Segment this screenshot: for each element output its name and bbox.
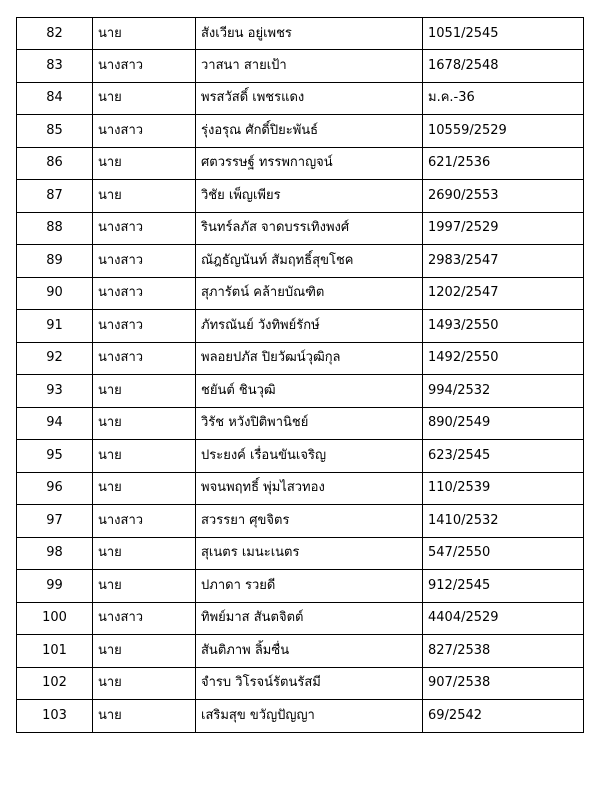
record-code: 10559/2529 xyxy=(423,115,584,148)
record-code: 621/2536 xyxy=(423,147,584,180)
name-prefix: นาย xyxy=(93,407,196,440)
full-name: วิชัย เพ็ญเพียร xyxy=(196,180,423,213)
name-prefix: นาย xyxy=(93,667,196,700)
row-number: 84 xyxy=(17,82,93,115)
name-prefix: นางสาว xyxy=(93,50,196,83)
table-row xyxy=(17,147,584,180)
table-row xyxy=(17,212,584,245)
record-code: 547/2550 xyxy=(423,537,584,570)
row-number: 91 xyxy=(17,310,93,343)
row-number: 88 xyxy=(17,212,93,245)
name-prefix: นางสาว xyxy=(93,115,196,148)
full-name: สวรรยา ศุขจิตร xyxy=(196,505,423,538)
record-code: 623/2545 xyxy=(423,440,584,473)
table-row xyxy=(17,50,584,83)
table-row xyxy=(17,18,584,50)
table-row xyxy=(17,570,584,603)
table-row xyxy=(17,602,584,635)
full-name: สุเนตร เมนะเนตร xyxy=(196,537,423,570)
record-code: 1678/2548 xyxy=(423,50,584,83)
record-code: 4404/2529 xyxy=(423,602,584,635)
name-prefix: นาย xyxy=(93,82,196,115)
record-code: 912/2545 xyxy=(423,570,584,603)
row-number: 90 xyxy=(17,277,93,310)
full-name: วิรัช หวังปิติพานิชย์ xyxy=(196,407,423,440)
full-name: ภัทรณันย์ วังทิพย์รักษ์ xyxy=(196,310,423,343)
row-number: 92 xyxy=(17,342,93,375)
table-row xyxy=(17,375,584,408)
full-name: ประยงค์ เรื่อนขันเจริญ xyxy=(196,440,423,473)
row-number: 89 xyxy=(17,245,93,278)
record-code: 907/2538 xyxy=(423,667,584,700)
full-name: จำรบ วิโรจน์รัตนรัสมี xyxy=(196,667,423,700)
name-prefix: นางสาว xyxy=(93,602,196,635)
full-name: สันติภาพ ลิ้มซื่น xyxy=(196,635,423,668)
row-number: 93 xyxy=(17,375,93,408)
full-name: สังเวียน อยู่เพชร xyxy=(196,18,423,50)
record-code: 890/2549 xyxy=(423,407,584,440)
name-prefix: นางสาว xyxy=(93,310,196,343)
name-prefix: นางสาว xyxy=(93,277,196,310)
table-row xyxy=(17,342,584,375)
full-name: ปภาดา รวยดี xyxy=(196,570,423,603)
record-code: 1202/2547 xyxy=(423,277,584,310)
row-number: 82 xyxy=(17,18,93,50)
roster-body xyxy=(17,18,584,733)
record-code: 994/2532 xyxy=(423,375,584,408)
table-row xyxy=(17,472,584,505)
name-prefix: นางสาว xyxy=(93,245,196,278)
name-prefix: นางสาว xyxy=(93,212,196,245)
full-name: สุภารัตน์ คล้ายบัณฑิต xyxy=(196,277,423,310)
table-row xyxy=(17,700,584,733)
table-row xyxy=(17,82,584,115)
name-prefix: นางสาว xyxy=(93,505,196,538)
full-name: พรสวัสดิ์ เพชรแดง xyxy=(196,82,423,115)
record-code: 1492/2550 xyxy=(423,342,584,375)
full-name: ศตวรรษฐ์ ทรรพกาญจน์ xyxy=(196,147,423,180)
table-row xyxy=(17,537,584,570)
row-number: 98 xyxy=(17,537,93,570)
roster-table xyxy=(16,17,584,733)
row-number: 85 xyxy=(17,115,93,148)
name-prefix: นาย xyxy=(93,700,196,733)
table-row xyxy=(17,635,584,668)
name-prefix: นาย xyxy=(93,570,196,603)
row-number: 100 xyxy=(17,602,93,635)
name-prefix: นาย xyxy=(93,537,196,570)
name-prefix: นาย xyxy=(93,18,196,50)
record-code: 1410/2532 xyxy=(423,505,584,538)
record-code: ม.ค.-36 xyxy=(423,82,584,115)
row-number: 95 xyxy=(17,440,93,473)
name-prefix: นาย xyxy=(93,375,196,408)
record-code: 1493/2550 xyxy=(423,310,584,343)
record-code: 2690/2553 xyxy=(423,180,584,213)
row-number: 99 xyxy=(17,570,93,603)
name-prefix: นาย xyxy=(93,635,196,668)
row-number: 87 xyxy=(17,180,93,213)
row-number: 83 xyxy=(17,50,93,83)
full-name: พจนพฤทธิ์ พุ่มไสวทอง xyxy=(196,472,423,505)
full-name: รุ่งอรุณ ศักดิ์ปิยะพันธ์ xyxy=(196,115,423,148)
table-row xyxy=(17,505,584,538)
table-row xyxy=(17,245,584,278)
row-number: 101 xyxy=(17,635,93,668)
name-prefix: นางสาว xyxy=(93,342,196,375)
full-name: ชยันต์ ชินวุฒิ xyxy=(196,375,423,408)
row-number: 96 xyxy=(17,472,93,505)
name-prefix: นาย xyxy=(93,472,196,505)
full-name: รินทร์ลภัส จาดบรรเทิงพงศ์ xyxy=(196,212,423,245)
record-code: 827/2538 xyxy=(423,635,584,668)
table-row xyxy=(17,667,584,700)
table-row xyxy=(17,180,584,213)
record-code: 2983/2547 xyxy=(423,245,584,278)
table-row xyxy=(17,407,584,440)
full-name: ณัฎธัญนันท์ สัมฤทธิ์สุขโชค xyxy=(196,245,423,278)
full-name: วาสนา สายเป้า xyxy=(196,50,423,83)
full-name: พลอยปภัส ปิยวัฒน์วุฒิกุล xyxy=(196,342,423,375)
record-code: 1051/2545 xyxy=(423,18,584,50)
full-name: ทิพย์มาส สันตจิตต์ xyxy=(196,602,423,635)
table-row xyxy=(17,440,584,473)
table-row xyxy=(17,310,584,343)
name-prefix: นาย xyxy=(93,440,196,473)
record-code: 69/2542 xyxy=(423,700,584,733)
name-prefix: นาย xyxy=(93,147,196,180)
row-number: 94 xyxy=(17,407,93,440)
row-number: 102 xyxy=(17,667,93,700)
row-number: 103 xyxy=(17,700,93,733)
row-number: 97 xyxy=(17,505,93,538)
row-number: 86 xyxy=(17,147,93,180)
record-code: 110/2539 xyxy=(423,472,584,505)
full-name: เสริมสุข ขวัญปัญญา xyxy=(196,700,423,733)
name-prefix: นาย xyxy=(93,180,196,213)
table-row xyxy=(17,115,584,148)
table-row xyxy=(17,277,584,310)
record-code: 1997/2529 xyxy=(423,212,584,245)
